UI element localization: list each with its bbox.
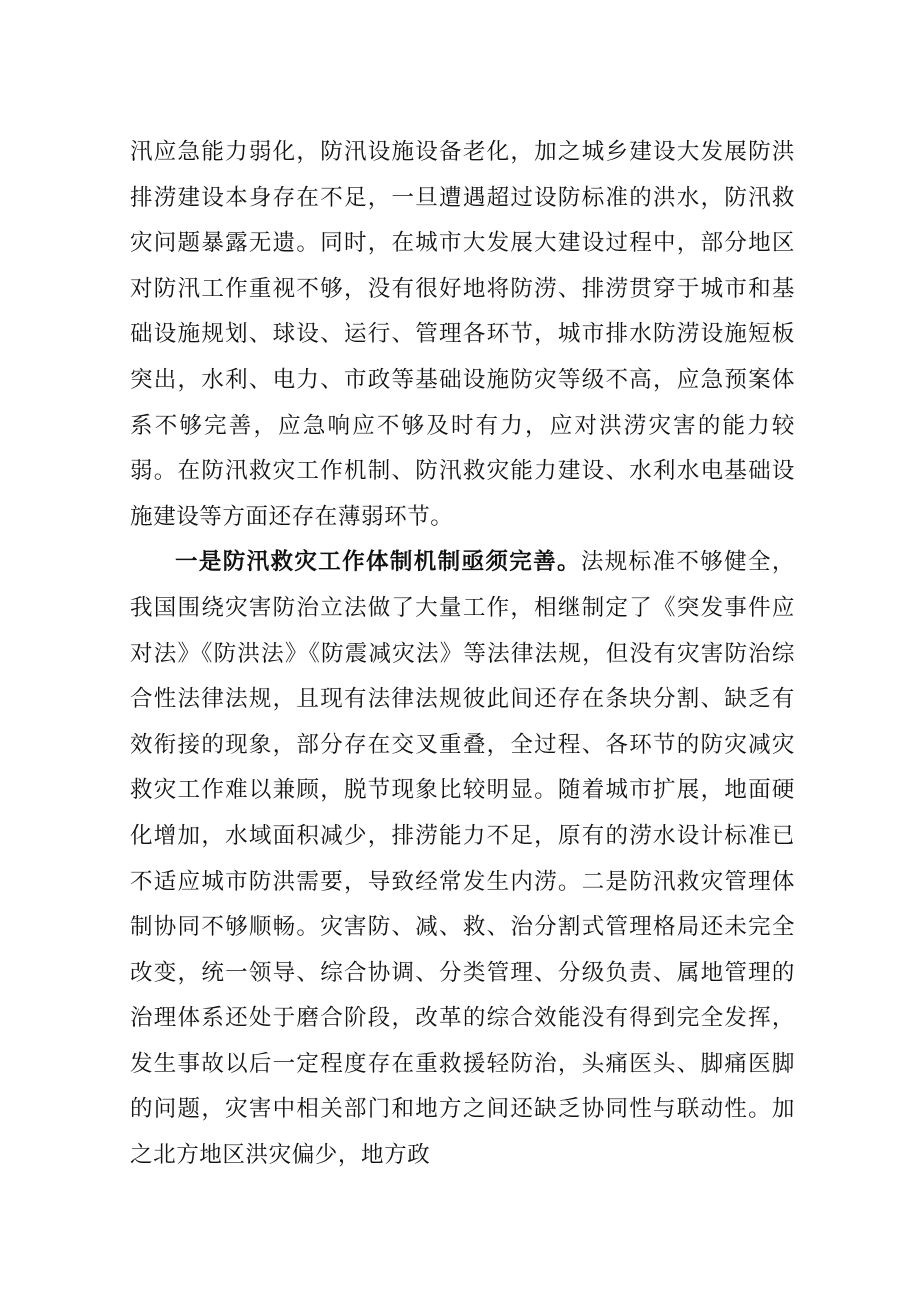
paragraph-2 bbox=[130, 540, 795, 1178]
paragraph-2-heading: 一是防汛救灾工作体制机制亟须完善。 bbox=[175, 549, 581, 576]
paragraph-1 bbox=[130, 130, 795, 540]
paragraph-1-text: 汛应急能力弱化，防汛设施设备老化，加之城乡建设大发展防洪排涝建设本身存在不足，一旦遭遇超过设防标准的洪水，防汛救灾问题暴露无遗。同时，在城市大发展大建设过程中，部分地区对防汛工作重视不够，没有很好地将防涝、排涝贯穿于城市和基础设施规划、球设、运行、管理各环节，城市排水防涝设施短板突出，水利、电力、市政等基础设施防灾等级不高，应急预案体系不够完善，应急响应不够及时有力，应对洪涝灾害的能力较弱。在防汛救灾工作机制、防汛救灾能力建设、水利水电基础设施建设等方面还存在薄弱环节。 bbox=[130, 139, 795, 530]
document-body bbox=[130, 130, 795, 1179]
paragraph-2-text: 法规标准不够健全，我国围绕灾害防治立法做了大量工作，相继制定了《突发事件应对法》《防洪法》《防震减灾法》等法律法规，但没有灾害防治综合性法律法规，且现有法律法规彼此间还存在条块分割、缺乏有效衔接的现象，部分存在交叉重叠，全过程、各环节的防灾减灾救灾工作难以兼顾，脱节现象比较明显。随着城市扩展，地面硬化增加，水域面积减少，排涝能力不足，原有的涝水设计标准已不适应城市防洪需要，导致经常发生内涝。二是防汛救灾管理体制协同不够顺畅。灾害防、减、救、治分割式管理格局还未完全改变，统一领导、综合协调、分类管理、分级负责、属地管理的治理体系还处于磨合阶段，改革的综合效能没有得到完全发挥，发生事故以后一定程度存在重救援轻防治，头痛医头、脚痛医脚的问题，灾害中相关部门和地方之间还缺乏协同性与联动性。加之北方地区洪灾偏少，地方政 bbox=[130, 549, 795, 1169]
